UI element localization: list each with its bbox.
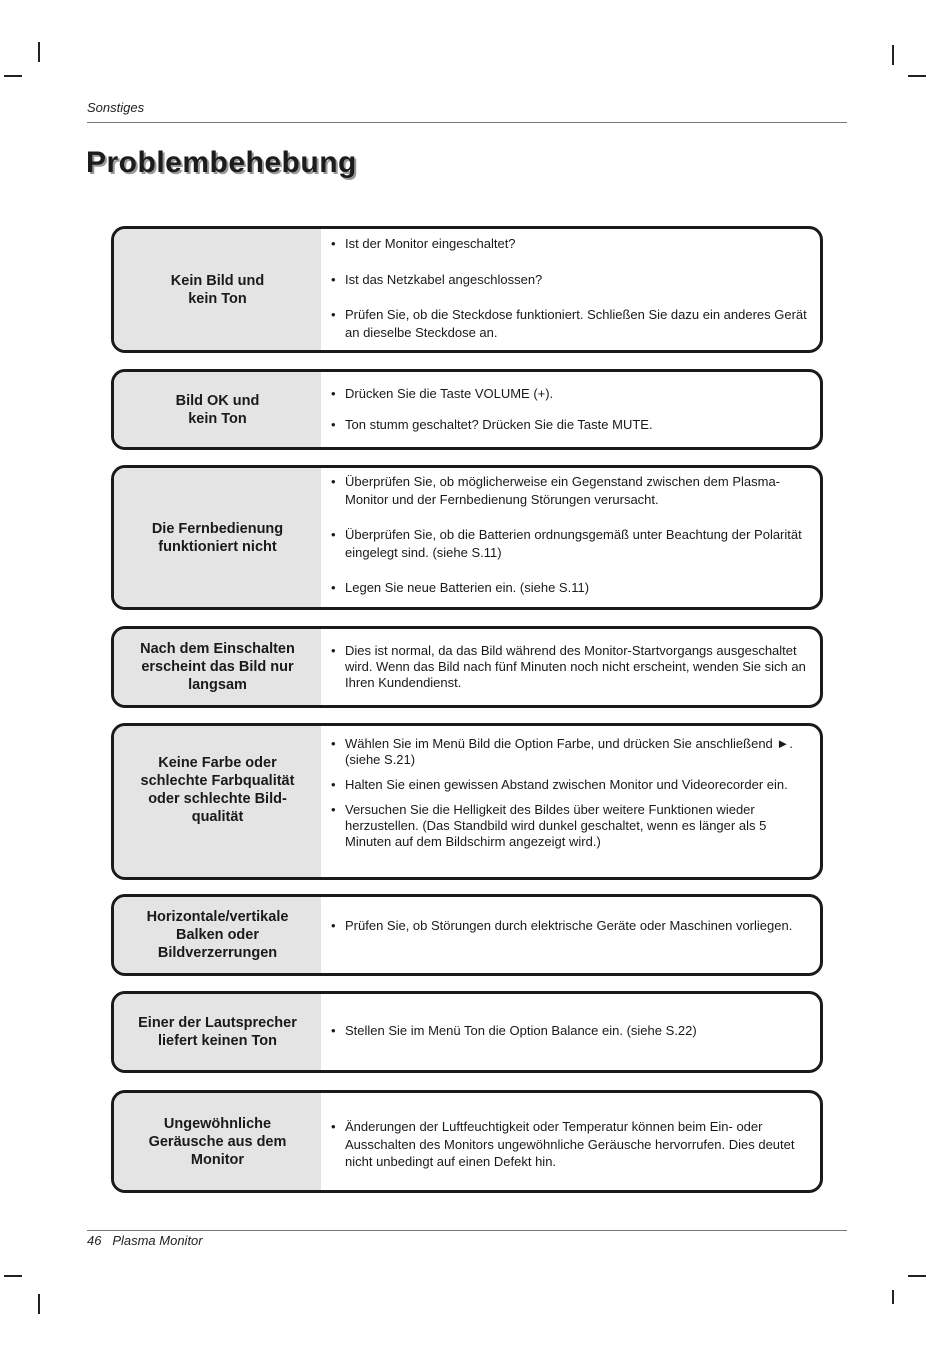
solution-item	[331, 526, 810, 561]
solution-text: Änderungen der Luftfeuchtigkeit oder Temperatur können beim Ein- oder Ausschalten des Monitors ungewöhnliche Geräusche hervorrufen. Dies deutet nicht unbedingt auf einen Defekt hin.	[345, 1119, 795, 1169]
solution-item	[331, 385, 810, 403]
solution-item	[331, 643, 810, 691]
solution-item	[331, 579, 810, 597]
bullet-icon: •	[331, 236, 336, 251]
solution-item	[331, 271, 810, 289]
problem-label: Kein Bild und kein Ton	[114, 229, 321, 350]
solution-item	[331, 736, 810, 768]
header-divider	[87, 122, 847, 123]
solution-list	[321, 1093, 820, 1190]
troubleshooting-row	[111, 991, 823, 1073]
solution-list	[321, 897, 820, 973]
bullet-icon: •	[331, 643, 336, 658]
solution-item	[331, 777, 810, 793]
solution-text: Überprüfen Sie, ob möglicherweise ein Gegenstand zwischen dem Plasma-Monitor und der Fernbedienung Störungen verursacht.	[345, 474, 780, 507]
product-name: Plasma Monitor	[112, 1233, 203, 1248]
solution-item	[331, 416, 810, 434]
solution-list	[321, 372, 820, 447]
crop-mark	[908, 1275, 926, 1277]
solution-text: Überprüfen Sie, ob die Batterien ordnungsgemäß unter Beachtung der Polarität eingelegt sind. (siehe S.11)	[345, 527, 802, 560]
troubleshooting-row	[111, 626, 823, 708]
problem-label: Nach dem Einschalten erscheint das Bild nur langsam	[114, 629, 321, 705]
crop-mark	[892, 1290, 894, 1304]
solution-text: Wählen Sie im Menü Bild die Option Farbe, und drücken Sie anschließend ►. (siehe S.21)	[345, 736, 793, 767]
bullet-icon: •	[331, 1023, 336, 1038]
solution-list	[321, 726, 820, 877]
solution-item	[331, 802, 810, 850]
solution-list	[321, 994, 820, 1070]
problem-label: Einer der Lautsprecher liefert keinen Ton	[114, 994, 321, 1070]
problem-label: Ungewöhnliche Geräusche aus dem Monitor	[114, 1093, 321, 1190]
section-label: Sonstiges	[87, 100, 145, 115]
problem-label: Horizontale/vertikale Balken oder Bildverzerrungen	[114, 897, 321, 973]
solution-item	[331, 306, 810, 341]
troubleshooting-row	[111, 226, 823, 353]
troubleshooting-row	[111, 723, 823, 880]
bullet-icon: •	[331, 527, 336, 542]
solution-list	[321, 468, 820, 607]
solution-item	[331, 1118, 810, 1171]
crop-mark	[4, 1275, 22, 1277]
crop-mark	[908, 75, 926, 77]
solution-text: Versuchen Sie die Helligkeit des Bildes über weitere Funktionen wieder herzustellen. (Das Standbild wird dunkel geschaltet, wenn es länger als 5 Minuten auf dem Bildschirm angezeigt wird.)	[345, 802, 767, 849]
solution-text: Prüfen Sie, ob Störungen durch elektrische Geräte oder Maschinen vorliegen.	[345, 918, 793, 933]
solution-text: Prüfen Sie, ob die Steckdose funktioniert. Schließen Sie dazu ein anderes Gerät an dieselbe Steckdose an.	[345, 307, 807, 340]
bullet-icon: •	[331, 918, 336, 933]
problem-label: Keine Farbe oder schlechte Farbqualität oder schlechte Bild- qualität	[114, 726, 321, 877]
solution-text: Ist das Netzkabel angeschlossen?	[345, 271, 543, 287]
solution-text: Legen Sie neue Batterien ein. (siehe S.11)	[345, 580, 590, 595]
solution-text: Drücken Sie die Taste VOLUME (+).	[345, 386, 554, 401]
crop-mark	[4, 75, 22, 77]
crop-mark	[892, 45, 894, 65]
solution-item	[331, 1022, 810, 1040]
page-title: Problembehebung	[86, 146, 357, 179]
bullet-icon: •	[331, 777, 336, 792]
page-footer	[87, 1233, 203, 1248]
bullet-icon: •	[331, 271, 336, 287]
bullet-icon: •	[331, 580, 336, 595]
footer-divider	[87, 1230, 847, 1231]
bullet-icon: •	[331, 736, 336, 751]
bullet-icon: •	[331, 307, 336, 322]
crop-mark	[38, 1294, 40, 1314]
problem-label: Bild OK und kein Ton	[114, 372, 321, 447]
bullet-icon: •	[331, 416, 336, 432]
solution-list	[321, 629, 820, 705]
troubleshooting-row	[111, 369, 823, 450]
page-number: 46	[87, 1233, 102, 1248]
troubleshooting-row	[111, 894, 823, 976]
solution-text: Stellen Sie im Menü Ton die Option Balance ein. (siehe S.22)	[345, 1023, 697, 1038]
bullet-icon: •	[331, 1119, 336, 1134]
crop-mark	[38, 42, 40, 62]
troubleshooting-row	[111, 465, 823, 610]
solution-text: Dies ist normal, da das Bild während des Monitor-Startvorgangs ausgeschaltet wird. Wenn das Bild nach fünf Minuten noch nicht erscheint, wenden Sie sich an Ihren Kundendienst.	[345, 643, 806, 690]
bullet-icon: •	[331, 386, 336, 401]
solution-item	[331, 235, 810, 253]
bullet-icon: •	[331, 474, 336, 489]
solution-text: Halten Sie einen gewissen Abstand zwischen Monitor und Videorecorder ein.	[345, 777, 788, 792]
solution-list	[321, 229, 820, 350]
bullet-icon: •	[331, 802, 336, 817]
solution-text: Ton stumm geschaltet? Drücken Sie die Taste MUTE.	[345, 416, 653, 432]
solution-item	[331, 473, 810, 508]
solution-item	[331, 918, 810, 934]
troubleshooting-row	[111, 1090, 823, 1193]
problem-label: Die Fernbedienung funktioniert nicht	[114, 468, 321, 607]
solution-text: Ist der Monitor eingeschaltet?	[345, 236, 516, 251]
